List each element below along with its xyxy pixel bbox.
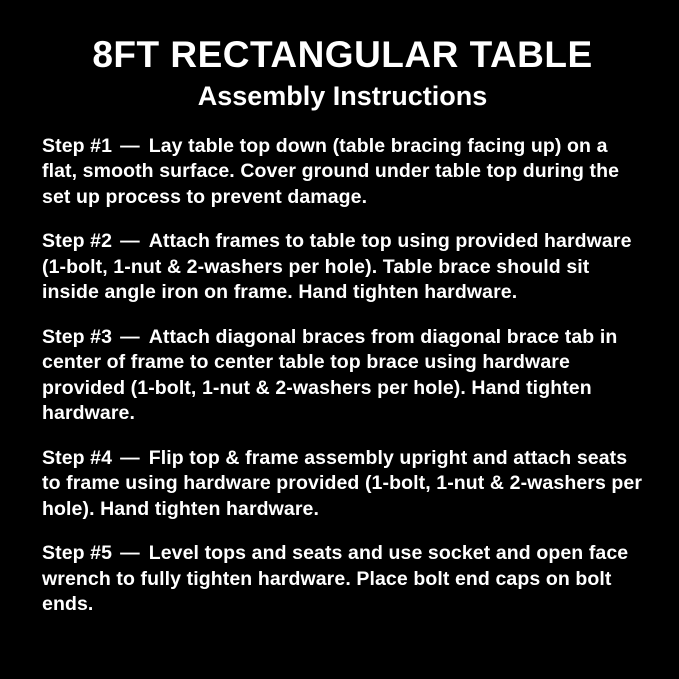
- step-1-label: Step #1: [42, 134, 113, 157]
- step-3-separator: —: [120, 325, 140, 348]
- step-2: [42, 229, 643, 306]
- step-4-label: Step #4: [42, 446, 113, 469]
- step-1-text: Lay table top down (table bracing facing up) on a flat, smooth surface. Cover ground under table top during the set up process to prevent damage.: [42, 134, 620, 208]
- step-2-label: Step #2: [42, 230, 113, 253]
- step-5-separator: —: [120, 542, 140, 565]
- steps-list: [42, 134, 643, 618]
- page-title: 8FT RECTANGULAR TABLE: [92, 34, 593, 75]
- step-4-text: Flip top & frame assembly upright and attach seats to frame using hardware provided (1-bolt, 1-nut & 2-washers per hole). Hand tighten hardware.: [42, 446, 643, 520]
- step-3-text: Attach diagonal braces from diagonal brace tab in center of frame to center table top brace using hardware provided (1-bolt, 1-nut & 2-washers per hole). Hand tighten hardware.: [42, 325, 618, 425]
- page-subtitle: Assembly Instructions: [197, 80, 488, 111]
- step-5-label: Step #5: [42, 542, 113, 565]
- step-2-text: Attach frames to table top using provided hardware (1-bolt, 1-nut & 2-washers per hole). Table brace should sit inside angle iron on frame. Hand tighten hardware.: [42, 230, 632, 304]
- step-1: [42, 134, 643, 211]
- step-3: [42, 325, 643, 427]
- step-2-separator: —: [120, 230, 140, 253]
- step-1-separator: —: [120, 134, 140, 157]
- step-4-separator: —: [120, 446, 140, 469]
- step-5: [42, 541, 643, 618]
- step-5-text: Level tops and seats and use socket and open face wrench to fully tighten hardware. Place bolt end caps on bolt ends.: [42, 542, 629, 616]
- step-4: [42, 446, 643, 523]
- step-3-label: Step #3: [42, 325, 113, 348]
